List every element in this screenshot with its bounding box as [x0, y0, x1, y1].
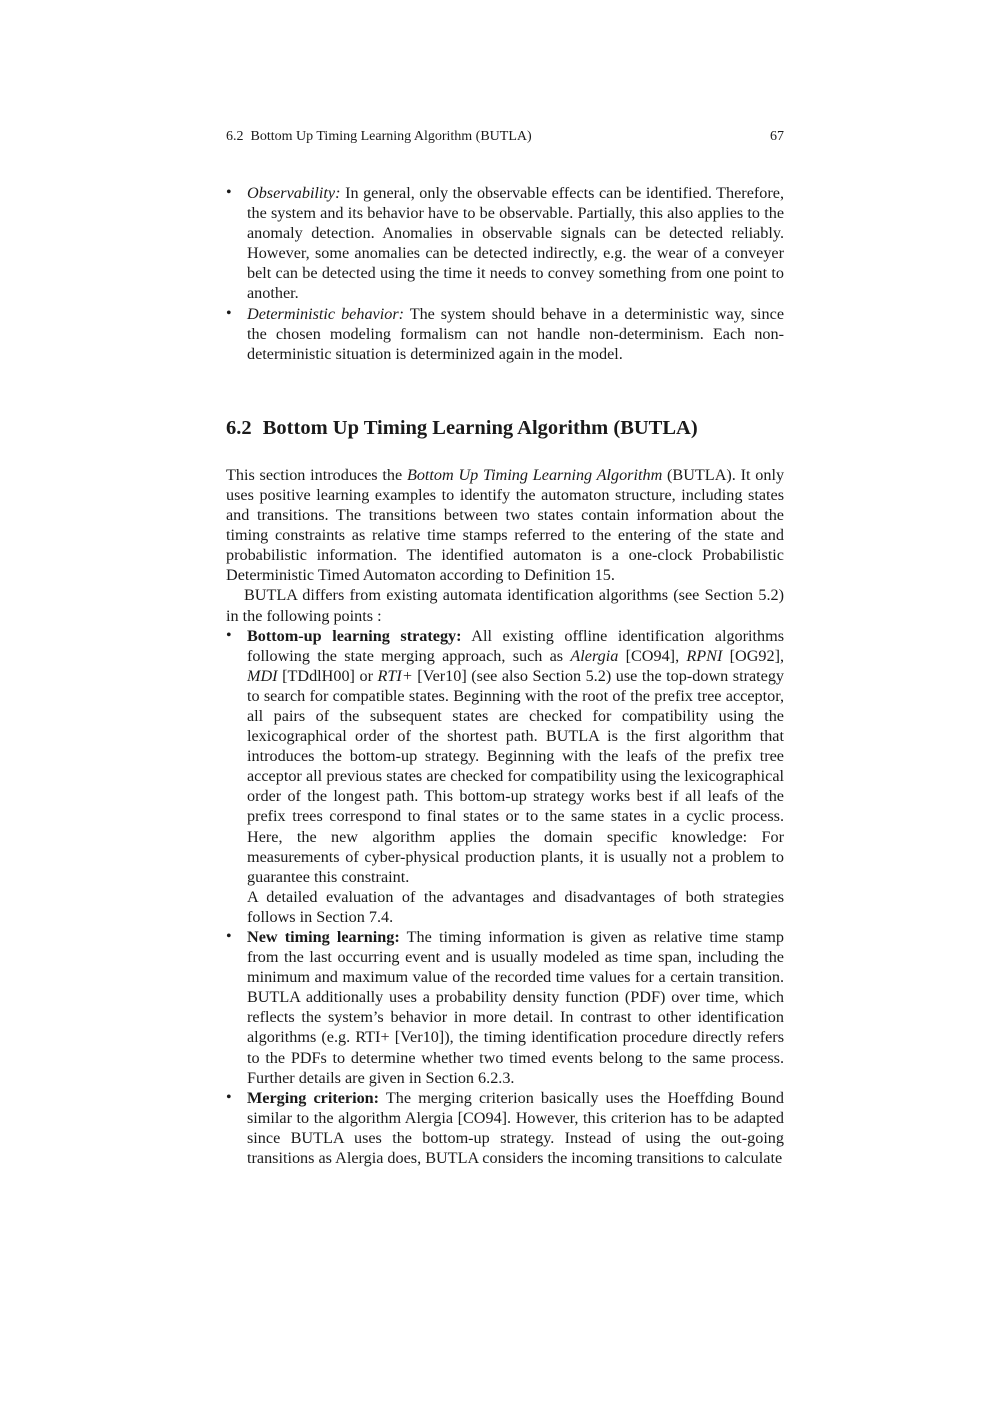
section-heading [226, 415, 784, 441]
term-timing: New timing learning: [247, 928, 400, 946]
text-merging: The merging criterion basically uses the Hoeffding Bound similar to the algorithm Alergia [CO94]. However, this criterion has to be adapted since BUTLA uses the bottom-up strategy. Instead of using the out-going transitions as Alergia does, BUTLA considers the incoming transitions to calculate [247, 1088, 784, 1168]
running-head-title: 6.2 Bottom Up Timing Learning Algorithm (BUTLA) [226, 129, 532, 144]
term-deterministic: Deterministic behavior: [247, 304, 405, 323]
differences-list [226, 626, 784, 1169]
intro [226, 465, 784, 626]
intro-paragraph-1: This section introduces the Bottom Up Timing Learning Algorithm (BUTLA). It only uses positive learning examples to identify the automaton structure, including states and transitions. The transitions between two states contain information about the timing constraints as relative time stamps referred to the entering of the state and probabilistic information. The identified automaton is a one-clock Probabilistic Deterministic Timed Automaton according to Definition 15. [226, 465, 785, 585]
term-bottom-up: Bottom-up learning strategy: [247, 626, 462, 645]
text-deterministic: The system should behave in a deterministic way, since the chosen modeling formalism can not handle non-determinism. Each non-deterministic situation is determinized again in the model. [247, 304, 784, 363]
section-title: Bottom Up Timing Learning Algorithm (BUTLA) [262, 416, 698, 439]
list-item-timing [226, 927, 784, 1088]
page-number: 67 [770, 129, 784, 144]
section-number: 6.2 [226, 416, 252, 439]
text-observability: In general, only the observable effects can be identified. Therefore, the system and its behavior have to be observable. Partially, this also applies to the anomaly detection. Anomalies in observable signals can be detected reliably. However, some anomalies can be detected indirectly, e.g. the wear of a conveyer belt can be detected using the time it needs to convey something from one point to another. [247, 184, 784, 303]
term-merging: Merging criterion: [247, 1088, 380, 1107]
algorithm-name: Bottom Up Timing Learning Algorithm [406, 465, 663, 484]
constraints-list [226, 183, 784, 364]
body-text [226, 183, 784, 1168]
bottom-up-followup: A detailed evaluation of the advantages and disadvantages of both strategies follows in Section 7.4. [247, 887, 784, 926]
intro-paragraph-2: BUTLA differs from existing automata identification algorithms (see Section 5.2) in the following points : [226, 586, 784, 625]
list-item-deterministic [226, 304, 784, 364]
list-item-bottom-up: • Bottom-up learning strategy: All existing offline identification algorithms following the state merging approach, such as Alergia [CO94], RPNI [OG92], MDI [TDdlH00] or RTI+ [Ver10] (see also Section 5.2) use the top-down strategy to search for compatible states. Beginning with the root of the prefix tree acceptor, all pairs of the subsequent states are checked for compatibility using the lexicographical order of the shortest path. BUTLA is the first algorithm that introduces the bottom-up strategy. Beginning with the leafs of the prefix tree acceptor all previous states are checked for compatibility using the lexicographical order of the longest path. This bottom-up strategy works best if all leafs of the prefix trees correspond to final states or to the same states in a cyclic process. Here, the new algorithm applies the domain specific knowledge: For measurements of cyber-physical production plants, it is usually not a problem to guarantee this constraint. A detailed evaluation of the advantages and disadvantages of both strategies follows in Section 7.4. [226, 626, 784, 927]
text-timing: The timing information is given as relative time stamp from the last occurring event and is usually modeled as time span, including the minimum and maximum value of the recorded time values for a certain transition. BUTLA additionally uses a probability density function (PDF) over time, which reflects the system’s behavior in more detail. In contrast to other identification algorithms (e.g. RTI+ [Ver10]), the timing identification procedure directly refers to the PDFs to determine whether two timed events belong to the same process. Further details are given in Section 6.2.3. [247, 928, 784, 1087]
list-item-merging [226, 1088, 784, 1168]
list-item-observability [226, 183, 784, 304]
term-observability: Observability: [247, 184, 341, 202]
